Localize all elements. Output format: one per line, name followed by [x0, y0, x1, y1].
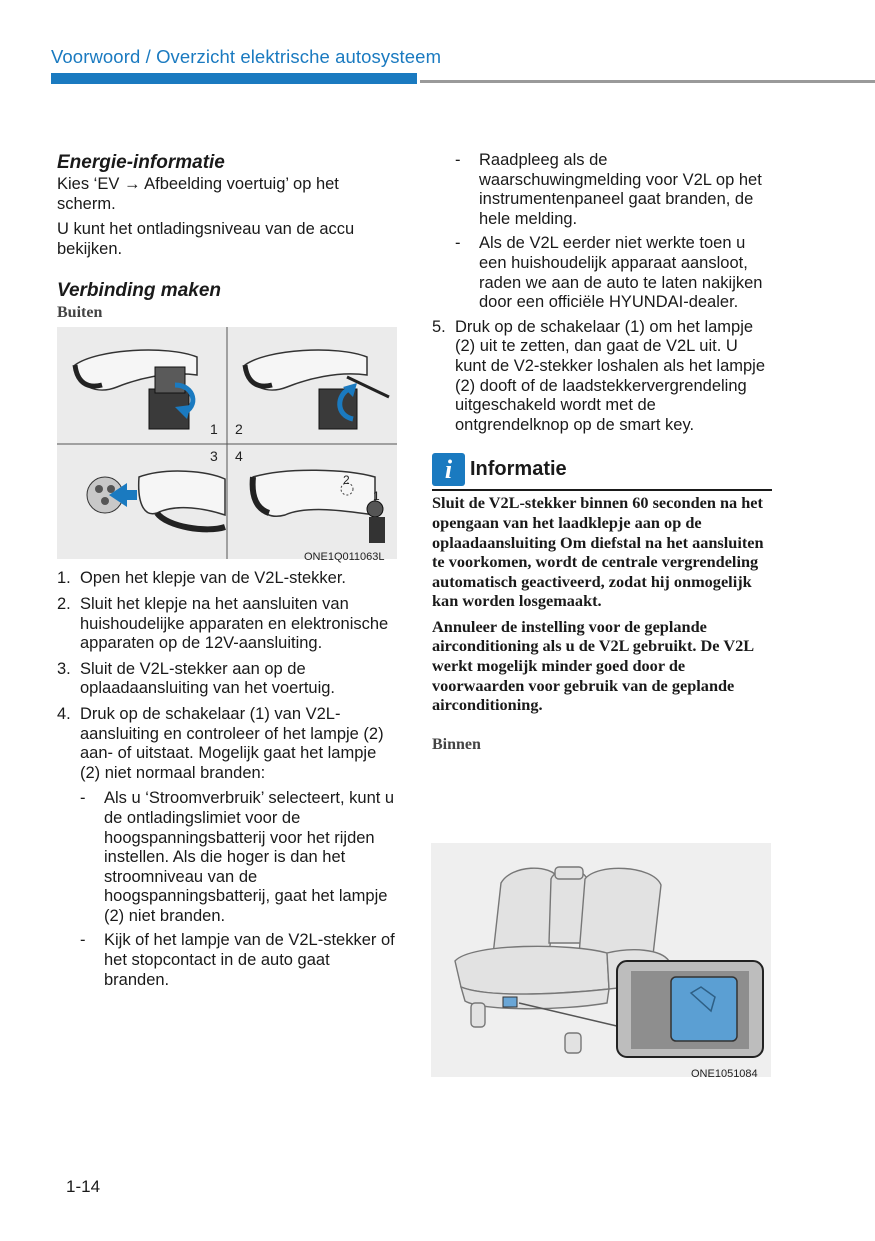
step-2: [57, 595, 397, 654]
step-number: 1.: [57, 569, 71, 588]
dash-marker: -: [80, 931, 86, 950]
step-3: [57, 660, 397, 699]
dash-text: Als u ‘Stroomverbruik’ selecteert, kunt u de ontladingslimiet voor de hoogspanningsbatterij voor het rijden instellen. Als die hoger is dan het stroomniveau van de hoogspanningsbatterij, gaat het lampje (2) niet branden.: [104, 789, 395, 925]
step-5-list: [432, 318, 772, 436]
step-number: 2.: [57, 594, 71, 613]
dash-text: Raadpleeg als de waarschuwingmelding voor V2L op het instrumentenpaneel gaat branden, de hele melding.: [479, 151, 762, 228]
panel-label-1: 1: [210, 421, 218, 438]
header-bar-gray: [420, 80, 875, 83]
panel-label-3: 3: [210, 448, 218, 465]
right-dash-list: [432, 151, 772, 313]
step-number: 3.: [57, 659, 71, 678]
dash-item: [80, 931, 397, 990]
dash-marker: -: [455, 234, 461, 253]
info-box-header: [432, 453, 772, 486]
energy-paragraph-2: U kunt het ontladingsniveau van de accu bekijken.: [57, 220, 355, 258]
dash-item: [455, 151, 772, 229]
page-number: 1-14: [66, 1177, 101, 1196]
step-4-dash-list: [80, 789, 397, 990]
outside-subheading: Buiten: [57, 304, 103, 322]
socket-closeup: [617, 961, 763, 1057]
panel-label-4: 4: [235, 448, 243, 465]
v2l-connector-figure: [57, 327, 397, 564]
callout-1: 1: [373, 489, 380, 504]
step-1: [57, 569, 397, 589]
v2l-connector-illustration: [57, 327, 397, 559]
step-text: Sluit het klepje na het aansluiten van huishoudelijke apparaten en elektronische apparaten op de 12V-aansluiting.: [80, 594, 389, 653]
steps-list: [57, 569, 397, 990]
header-title: Voorwoord / Overzicht elektrische autosysteem: [51, 46, 442, 67]
step-4: [57, 705, 397, 990]
energy-heading: Energie-informatie: [57, 152, 225, 173]
connect-heading: Verbinding maken: [57, 280, 221, 302]
dash-text: Als de V2L eerder niet werkte toen u een huishoudelijk apparaat aansloot, raden we aan de auto te laten nakijken door een officiële HYUNDAI-dealer.: [479, 234, 763, 312]
header-bar-blue: [51, 73, 417, 84]
info-title: Informatie: [470, 458, 567, 481]
step-text: Druk op de schakelaar (1) om het lampje (2) uit te zetten, dan gaat de V2L uit. U kunt de V2-stekker loshalen als het lampje (2) dooft of de laadstekkervergrendeling uitgeschakeld wordt met de ontgrendelknop op de smart key.: [455, 317, 766, 434]
info-divider: [432, 489, 772, 491]
right-column: [432, 151, 772, 755]
dash-marker: -: [455, 151, 461, 169]
step-text: Open het klepje van de V2L-stekker.: [80, 569, 346, 588]
step-text: Sluit de V2L-stekker aan op de oplaadaansluiting van het voertuig.: [80, 659, 336, 698]
dash-marker: -: [80, 789, 86, 808]
info-icon: i: [432, 453, 465, 486]
inside-subheading: Binnen: [432, 735, 481, 753]
dash-item: [80, 789, 397, 926]
step-text: Druk op de schakelaar (1) van V2L-aansluiting en controleer of het lampje (2) aan- of uitstaat. Mogelijk gaat het lampje (2) niet normaal branden:: [80, 704, 384, 782]
callout-2: 2: [343, 473, 350, 488]
energy-paragraph-1: Kies ‘EV → Afbeelding voertuig’ op het scherm.: [57, 175, 339, 213]
info-body: [432, 493, 772, 715]
step-5: [432, 318, 772, 436]
dash-item: [455, 234, 772, 312]
figure-code-1: ONE1Q011063L: [304, 551, 385, 564]
step-number: 5.: [432, 317, 446, 336]
rear-seat-illustration: [431, 843, 771, 1077]
dash-text: Kijk of het lampje van de V2L-stekker of het stopcontact in de auto gaat branden.: [104, 931, 395, 989]
info-paragraph-2: Annuleer de instelling voor de geplande airconditioning als u de V2L gebruikt. De V2L werkt mogelijk minder goed door de voorwaarden voor gebruik van de geplande airconditioning.: [432, 616, 754, 715]
rear-seat-figure: [431, 843, 771, 1080]
step-number: 4.: [57, 704, 71, 723]
panel-label-2: 2: [235, 421, 243, 438]
left-column: [57, 151, 397, 996]
figure-code-2: ONE1051084: [691, 1068, 758, 1080]
info-paragraph-1: Sluit de V2L-stekker binnen 60 seconden na het opengaan van het laadklepje aan op de oplaadaansluiting Om diefstal na het aansluiten te voorkomen, wordt de centrale vergrendeling automatisch geactiveerd, zodat hij onmogelijk kan worden losgemaakt.: [432, 493, 764, 611]
